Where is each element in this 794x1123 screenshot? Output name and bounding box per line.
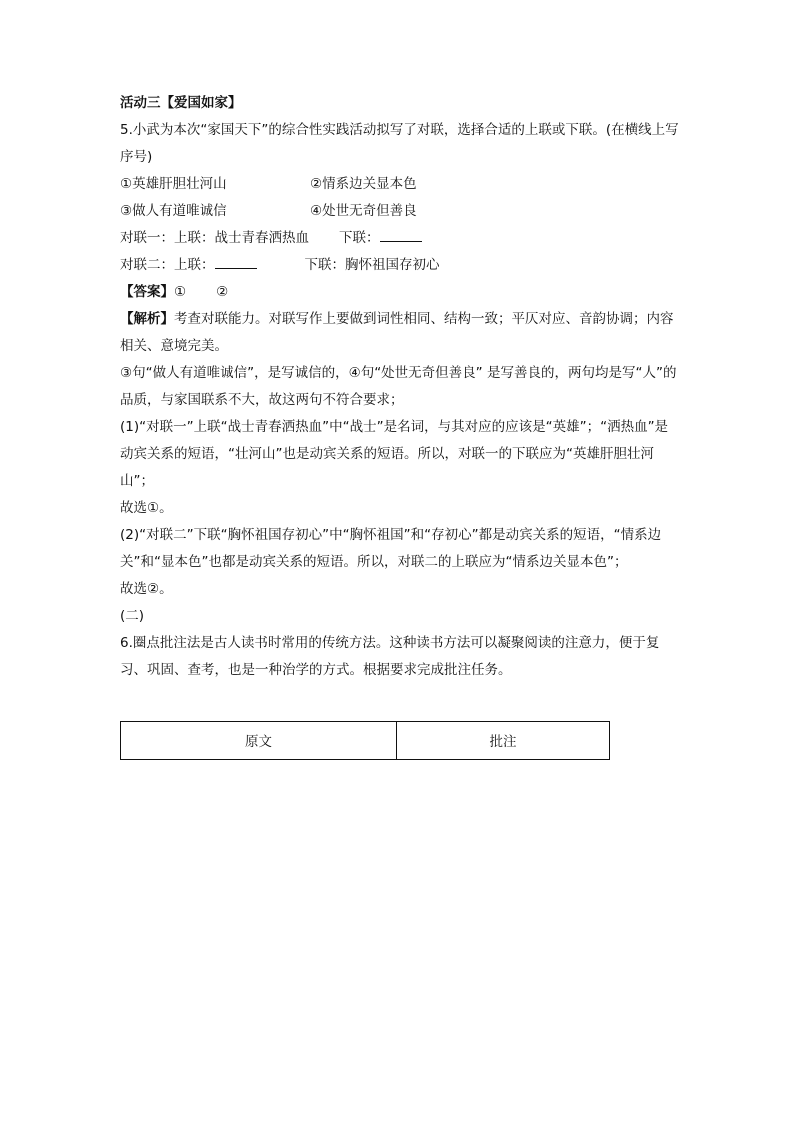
annotation-table xyxy=(120,721,610,760)
option-2: ②情系边关显本色 xyxy=(310,176,417,192)
question-5-stem: 5.小武为本次“家国天下”的综合性实践活动拟写了对联，选择合适的上联或下联。(在横线上写序号) xyxy=(120,122,679,165)
question-6-stem: 6.圈点批注法是古人读书时常用的传统方法。这种读书方法可以凝聚阅读的注意力，便于复习、巩固、查考，也是一种治学的方式。根据要求完成批注任务。 xyxy=(120,635,660,678)
document-body xyxy=(120,90,680,684)
analysis-text-2: ③句“做人有道唯诚信”，是写诚信的，④句“处世无奇但善良” 是写善良的，两句均是写“人”的品质，与家国联系不大，故这两句不符合要求； xyxy=(120,365,677,408)
table-header-original: 原文 xyxy=(121,722,397,760)
section-heading: (二) xyxy=(120,608,145,624)
answer-label: 【答案】 xyxy=(120,284,174,300)
answer-2: ② xyxy=(216,284,229,300)
analysis-text-1: 考查对联能力。对联写作上要做到词性相同、结构一致；平仄对应、音韵协调；内容相关、意境完美。 xyxy=(120,311,674,354)
couplet-2-upper-label: 对联二：上联： xyxy=(120,257,215,273)
table-header-row xyxy=(121,722,610,760)
couplet-1-lower-label: 下联： xyxy=(339,230,380,246)
couplet-2 xyxy=(120,252,680,279)
option-1: ①英雄肝胆壮河山 xyxy=(120,176,227,192)
options-row-1 xyxy=(120,171,680,198)
option-4: ④处世无奇但善良 xyxy=(310,203,417,219)
couplet-1-upper: 对联一：上联：战士青春洒热血 xyxy=(120,230,309,246)
analysis-text-6: 故选②。 xyxy=(120,581,173,597)
option-3: ③做人有道唯诚信 xyxy=(120,203,227,219)
couplet-1 xyxy=(120,225,680,252)
options-row-2 xyxy=(120,198,680,225)
analysis-text-3: (1)“对联一”上联“战士青春洒热血”中“战士”是名词，与其对应的应该是“英雄”；“洒热血”是动宾关系的短语，“壮河山”也是动宾关系的短语。所以，对联一的下联应为“英雄肝胆壮河山”； xyxy=(120,419,669,489)
analysis-text-5: (2)“对联二”下联“胸怀祖国存初心”中“胸怀祖国”和“存初心”都是动宾关系的短语，“情系边关”和“显本色”也都是动宾关系的短语。所以，对联二的上联应为“情系边关显本色”； xyxy=(120,527,662,570)
couplet-2-lower: 下联：胸怀祖国存初心 xyxy=(304,257,440,273)
answer-1: ① xyxy=(174,284,187,300)
analysis-text-4: 故选①。 xyxy=(120,500,173,516)
couplet-2-answer-blank xyxy=(215,254,257,269)
analysis-paragraph xyxy=(120,306,680,360)
answer-line xyxy=(120,279,680,306)
table-header-notes: 批注 xyxy=(397,722,610,760)
activity-title: 活动三【爱国如家】 xyxy=(120,95,242,111)
analysis-label: 【解析】 xyxy=(120,311,174,327)
couplet-1-answer-blank xyxy=(380,227,422,242)
